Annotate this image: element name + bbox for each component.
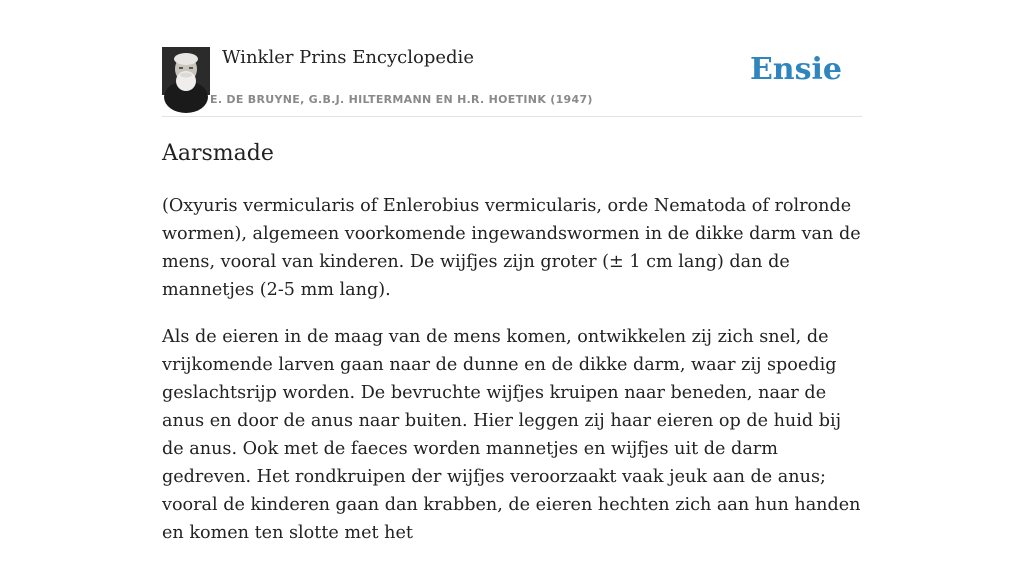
article-paragraph-1: (Oxyuris vermicularis of Enlerobius vermicularis, orde Nematoda of rolronde wormen), algemeen voorkomende ingewandswormen in de dikke darm van de mens, vooral van kinderen. De wijfjes zijn groter (± 1 cm lang) dan de mannetjes (2-5 mm lang). bbox=[162, 196, 861, 300]
article-content bbox=[162, 138, 862, 566]
author-portrait-avatar bbox=[162, 47, 210, 95]
authors-byline: E. DE BRUYNE, G.B.J. HILTERMANN EN H.R. HOETINK (1947) bbox=[210, 93, 593, 106]
article-title: Aarsmade bbox=[162, 141, 274, 166]
site-title[interactable]: Winkler Prins Encyclopedie bbox=[222, 47, 474, 68]
article-paragraph-2: Als de eieren in de maag van de mens komen, ontwikkelen zij zich snel, de vrijkomende larven gaan naar de dunne en de dikke darm, waar zij spoedig geslachtsrijp worden. De bevruchte wijfjes kruipen naar beneden, naar de anus en door de anus naar buiten. Hier leggen zij haar eieren op de huid bij de anus. Ook met de faeces worden mannetjes en wijfjes uit de darm gedreven. Het rondkruipen der wijfjes veroorzaakt vaak jeuk aan de anus; vooral de kinderen gaan dan krabben, de eieren hechten zich aan hun handen en komen ten slotte met het bbox=[162, 327, 861, 543]
site-header bbox=[162, 46, 862, 117]
ensie-logo-link[interactable]: Ensie bbox=[749, 52, 842, 87]
portrait-image bbox=[162, 47, 210, 95]
